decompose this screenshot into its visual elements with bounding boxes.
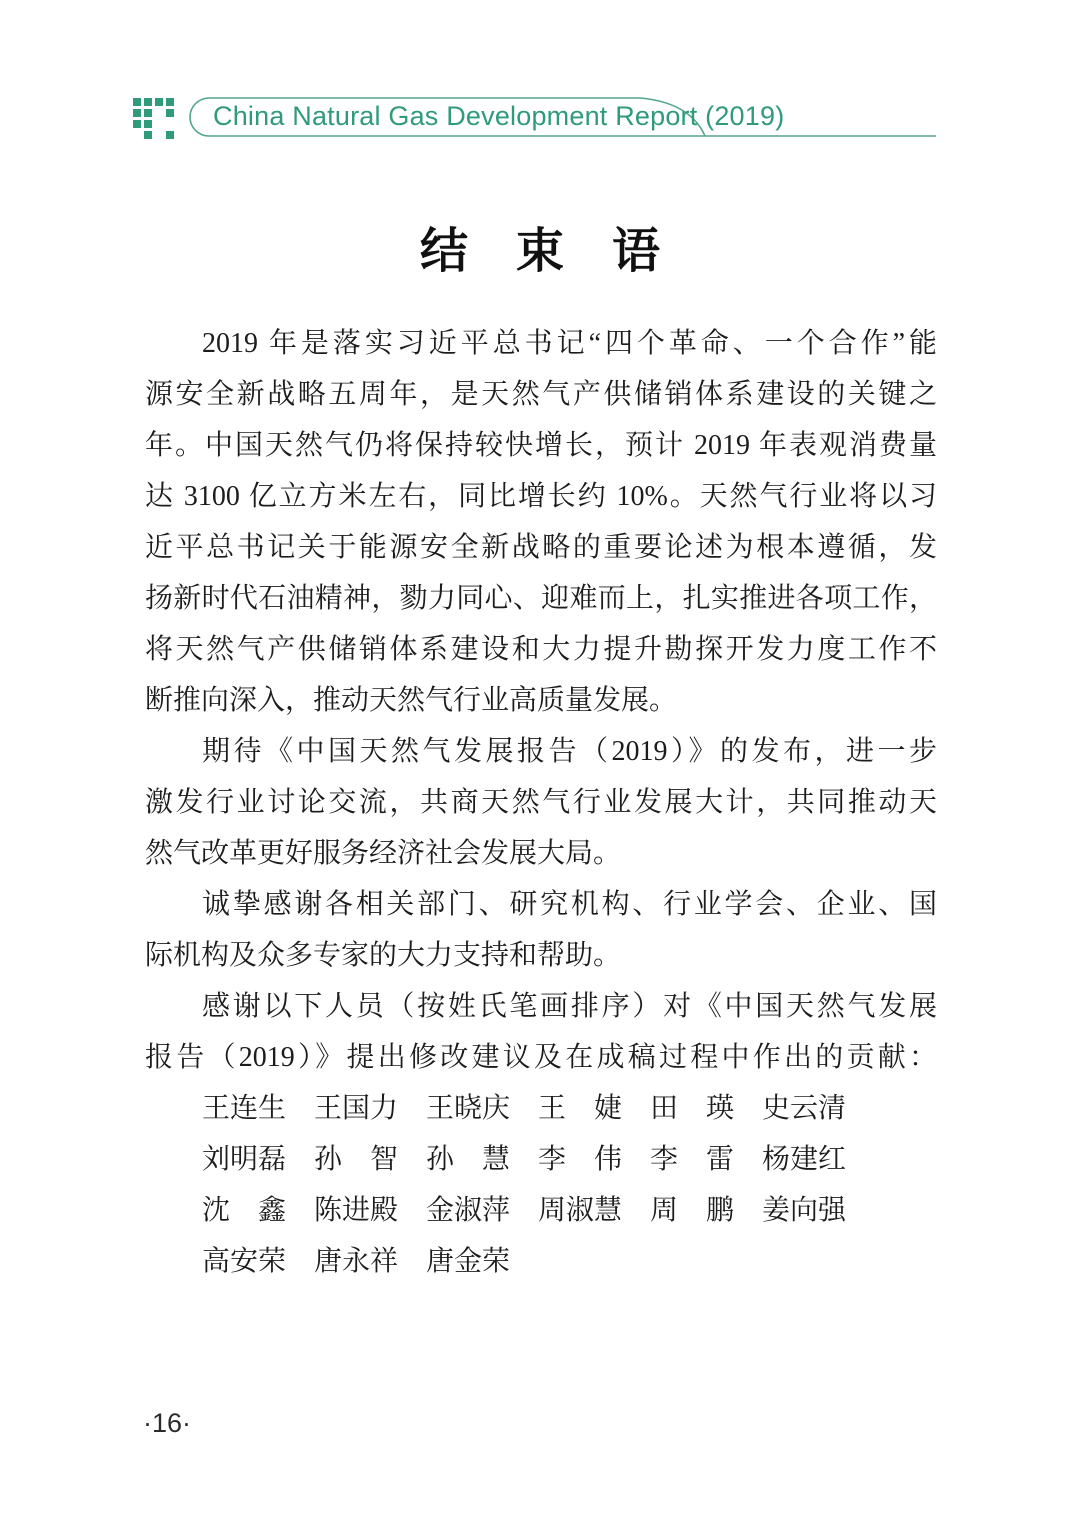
body-line: 感谢以下人员（按姓氏笔画排序）对《中国天然气发展: [202, 991, 937, 1022]
body-line: 期待《中国天然气发展报告（2019）》的发布，进一步: [202, 736, 937, 767]
running-header-title: China Natural Gas Development Report (2019): [213, 101, 785, 131]
names-row: 高安荣 唐永祥 唐金荣: [202, 1246, 511, 1277]
body-text: [145, 318, 937, 1287]
body-line: 断推向深入，推动天然气行业高质量发展。: [145, 685, 678, 716]
body-line: 年。中国天然气仍将保持较快增长，预计 2019 年表观消费量: [145, 430, 937, 461]
body-line: 源安全新战略五周年，是天然气产供储销体系建设的关键之: [145, 379, 937, 410]
body-line: 然气改革更好服务经济社会发展大局。: [145, 838, 622, 869]
pixel-grid-logo-icon: [133, 98, 174, 139]
names-row: 刘明磊 孙 智 孙 慧 李 伟 李 雷 杨建红: [202, 1144, 847, 1175]
body-line: 报告（2019）》提出修改建议及在成稿过程中作出的贡献：: [145, 1042, 937, 1073]
body-line: 将天然气产供储销体系建设和大力提升勘探开发力度工作不: [145, 634, 937, 665]
acknowledged-names: [145, 1083, 937, 1287]
paragraph-2: [145, 726, 937, 879]
body-line: 近平总书记关于能源安全新战略的重要论述为根本遵循，发: [145, 532, 937, 563]
page-number: ·16·: [143, 1408, 192, 1438]
paragraph-1: [145, 318, 937, 726]
body-line: 际机构及众多专家的大力支持和帮助。: [145, 940, 622, 971]
body-line: 2019 年是落实习近平总书记“四个革命、一个合作”能: [202, 328, 937, 359]
body-line: 诚挚感谢各相关部门、研究机构、行业学会、企业、国: [202, 889, 937, 920]
header-capsule-rule: [0, 0, 1080, 170]
paragraph-4: [145, 981, 937, 1083]
page-title: 结 束 语: [419, 225, 660, 278]
names-row: 沈 鑫 陈进殿 金淑萍 周淑慧 周 鹏 姜向强: [202, 1195, 847, 1226]
body-line: 扬新时代石油精神，勠力同心、迎难而上，扎实推进各项工作，: [145, 583, 937, 614]
paragraph-3: [145, 879, 937, 981]
body-line: 激发行业讨论交流，共商天然气行业发展大计，共同推动天: [145, 787, 937, 818]
names-row: 王连生 王国力 王晓庆 王 婕 田 瑛 史云清: [202, 1093, 847, 1124]
body-line: 达 3100 亿立方米左右，同比增长约 10%。天然气行业将以习: [145, 481, 937, 512]
